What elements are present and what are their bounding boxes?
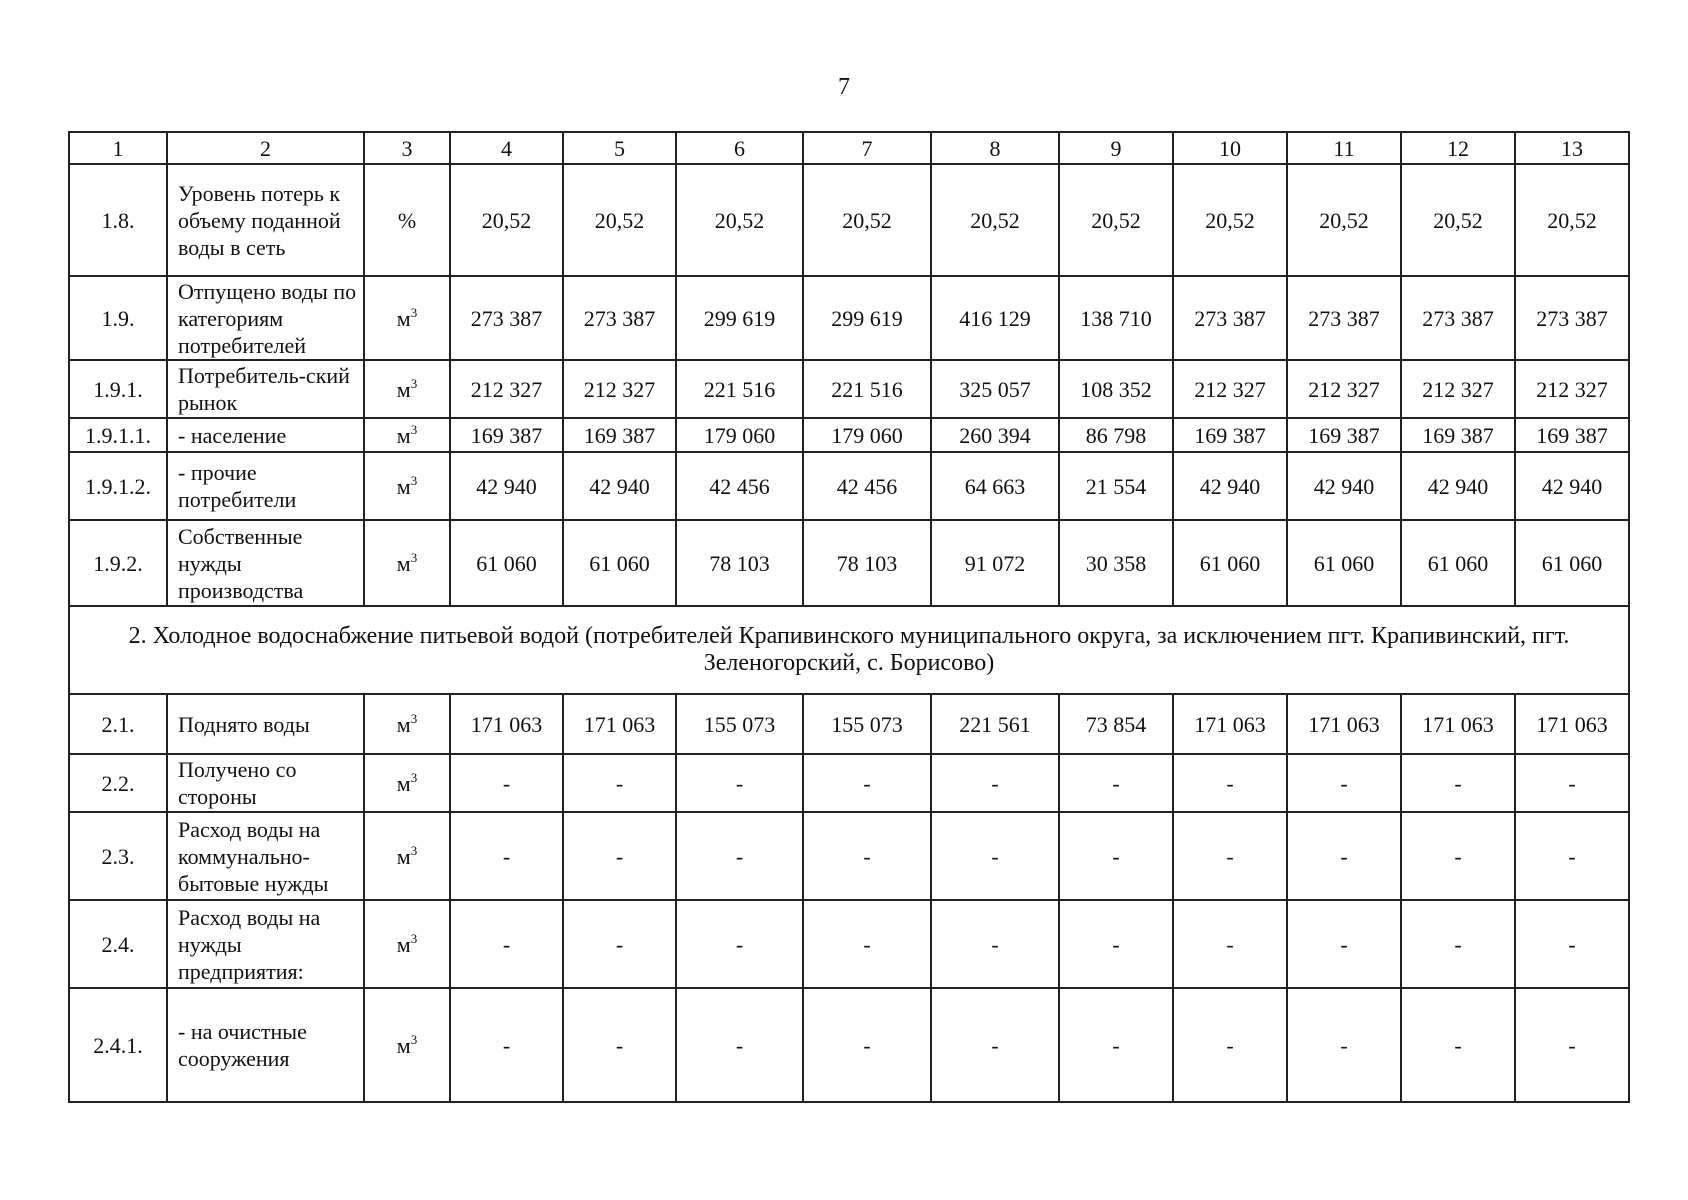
unit-text: м: [396, 1032, 411, 1058]
unit-text: м: [396, 843, 411, 869]
value-cell: 20,52: [1401, 164, 1515, 276]
value-cell: -: [563, 754, 676, 812]
value-cell: 260 394: [931, 418, 1059, 452]
value-cell: -: [1059, 754, 1173, 812]
column-number: 6: [676, 132, 803, 164]
value-cell: 212 327: [450, 360, 563, 418]
value-cell: -: [450, 900, 563, 988]
column-number: 5: [563, 132, 676, 164]
value-cell: 171 063: [563, 694, 676, 754]
value-cell: 42 456: [676, 452, 803, 520]
value-cell: 42 940: [1401, 452, 1515, 520]
column-number: 4: [450, 132, 563, 164]
value-cell: -: [676, 988, 803, 1102]
section-title-row: [69, 606, 1629, 694]
value-cell: 221 516: [803, 360, 931, 418]
value-cell: 169 387: [1173, 418, 1287, 452]
value-cell: -: [1515, 812, 1629, 900]
value-cell: 169 387: [450, 418, 563, 452]
row-code: 2.1.: [69, 694, 167, 754]
unit-superscript: 3: [410, 842, 418, 858]
value-cell: 21 554: [1059, 452, 1173, 520]
value-cell: -: [676, 812, 803, 900]
value-cell: -: [1173, 988, 1287, 1102]
value-cell: -: [803, 812, 931, 900]
value-cell: 171 063: [450, 694, 563, 754]
value-cell: -: [1515, 900, 1629, 988]
row-unit: [364, 164, 450, 276]
value-cell: -: [1173, 812, 1287, 900]
value-cell: 221 516: [676, 360, 803, 418]
column-number: 7: [803, 132, 931, 164]
table-row: [69, 360, 1629, 418]
row-code: 2.4.: [69, 900, 167, 988]
column-number: 2: [167, 132, 364, 164]
value-cell: -: [563, 988, 676, 1102]
value-cell: 42 940: [1515, 452, 1629, 520]
unit-text: м: [396, 711, 411, 737]
row-code: 2.3.: [69, 812, 167, 900]
unit-text: м: [396, 422, 411, 448]
value-cell: -: [931, 812, 1059, 900]
unit-superscript: 3: [410, 1031, 418, 1047]
row-code: 2.2.: [69, 754, 167, 812]
unit-text: м: [396, 770, 411, 796]
value-cell: 155 073: [803, 694, 931, 754]
row-parameter: - прочие потребители: [167, 452, 364, 520]
value-cell: -: [1287, 900, 1401, 988]
row-parameter: Поднято воды: [167, 694, 364, 754]
value-cell: -: [563, 812, 676, 900]
value-cell: 42 940: [1287, 452, 1401, 520]
value-cell: -: [450, 754, 563, 812]
value-cell: -: [1515, 754, 1629, 812]
unit-superscript: 3: [410, 421, 418, 437]
value-cell: -: [1515, 988, 1629, 1102]
table-row: [69, 276, 1629, 360]
column-number: 1: [69, 132, 167, 164]
value-cell: 169 387: [1401, 418, 1515, 452]
column-number-row: [69, 132, 1629, 164]
value-cell: 20,52: [676, 164, 803, 276]
value-cell: 64 663: [931, 452, 1059, 520]
value-cell: 20,52: [1287, 164, 1401, 276]
value-cell: -: [1287, 754, 1401, 812]
value-cell: 221 561: [931, 694, 1059, 754]
row-unit: [364, 360, 450, 418]
value-cell: 20,52: [1515, 164, 1629, 276]
unit-text: м: [396, 473, 411, 499]
value-cell: 61 060: [1287, 520, 1401, 606]
row-unit: [364, 452, 450, 520]
section-title: 2. Холодное водоснабжение питьевой водой (потребителей Крапивинского муниципального округа, за исключением пгт. Крапивинский, пгт. Зеленогорский, с. Борисово): [69, 606, 1629, 694]
value-cell: 42 940: [563, 452, 676, 520]
value-cell: 212 327: [1515, 360, 1629, 418]
value-cell: -: [1287, 812, 1401, 900]
value-cell: 86 798: [1059, 418, 1173, 452]
row-unit: [364, 520, 450, 606]
unit-text: %: [397, 207, 417, 233]
value-cell: 20,52: [1173, 164, 1287, 276]
value-cell: -: [931, 754, 1059, 812]
value-cell: 78 103: [676, 520, 803, 606]
value-cell: 416 129: [931, 276, 1059, 360]
table-row: [69, 988, 1629, 1102]
row-parameter: Отпущено воды по категориям потребителей: [167, 276, 364, 360]
table-row: [69, 418, 1629, 452]
table-section-2: [69, 694, 1629, 1102]
value-cell: 325 057: [931, 360, 1059, 418]
value-cell: -: [1173, 900, 1287, 988]
column-number: 3: [364, 132, 450, 164]
value-cell: 61 060: [450, 520, 563, 606]
table-row: [69, 694, 1629, 754]
row-parameter: - население: [167, 418, 364, 452]
value-cell: 20,52: [1059, 164, 1173, 276]
water-balance-table: [68, 131, 1630, 1103]
value-cell: 155 073: [676, 694, 803, 754]
row-unit: [364, 988, 450, 1102]
row-parameter: Расход воды на нужды предприятия:: [167, 900, 364, 988]
column-number: 12: [1401, 132, 1515, 164]
value-cell: 273 387: [1515, 276, 1629, 360]
unit-superscript: 3: [410, 549, 418, 565]
value-cell: 61 060: [1515, 520, 1629, 606]
value-cell: -: [931, 900, 1059, 988]
value-cell: 42 940: [450, 452, 563, 520]
column-number: 10: [1173, 132, 1287, 164]
value-cell: -: [1287, 988, 1401, 1102]
value-cell: 299 619: [803, 276, 931, 360]
table-section-1: [69, 164, 1629, 606]
column-number: 11: [1287, 132, 1401, 164]
row-parameter: Получено со стороны: [167, 754, 364, 812]
page-number: 7: [838, 74, 850, 100]
row-unit: [364, 754, 450, 812]
column-number: 8: [931, 132, 1059, 164]
value-cell: 42 940: [1173, 452, 1287, 520]
row-parameter: Собственные нужды производства: [167, 520, 364, 606]
value-cell: 20,52: [563, 164, 676, 276]
value-cell: -: [676, 900, 803, 988]
value-cell: 273 387: [1287, 276, 1401, 360]
value-cell: 30 358: [1059, 520, 1173, 606]
row-code: 2.4.1.: [69, 988, 167, 1102]
value-cell: -: [1401, 754, 1515, 812]
table-row: [69, 900, 1629, 988]
column-number: 9: [1059, 132, 1173, 164]
value-cell: 273 387: [450, 276, 563, 360]
row-unit: [364, 900, 450, 988]
row-unit: [364, 694, 450, 754]
row-code: 1.8.: [69, 164, 167, 276]
value-cell: 299 619: [676, 276, 803, 360]
row-code: 1.9.1.: [69, 360, 167, 418]
value-cell: -: [1401, 900, 1515, 988]
value-cell: 91 072: [931, 520, 1059, 606]
value-cell: -: [1401, 812, 1515, 900]
table-row: [69, 754, 1629, 812]
value-cell: 171 063: [1515, 694, 1629, 754]
value-cell: 179 060: [676, 418, 803, 452]
unit-superscript: 3: [410, 304, 418, 320]
unit-superscript: 3: [410, 710, 418, 726]
value-cell: -: [931, 988, 1059, 1102]
row-code: 1.9.1.1.: [69, 418, 167, 452]
value-cell: 20,52: [450, 164, 563, 276]
row-code: 1.9.2.: [69, 520, 167, 606]
row-code: 1.9.: [69, 276, 167, 360]
row-unit: [364, 812, 450, 900]
value-cell: 169 387: [1287, 418, 1401, 452]
unit-text: м: [396, 305, 411, 331]
column-number: 13: [1515, 132, 1629, 164]
row-parameter: - на очистные сооружения: [167, 988, 364, 1102]
value-cell: -: [450, 812, 563, 900]
unit-superscript: 3: [410, 375, 418, 391]
value-cell: 169 387: [563, 418, 676, 452]
value-cell: 171 063: [1401, 694, 1515, 754]
table-row: [69, 812, 1629, 900]
value-cell: -: [676, 754, 803, 812]
value-cell: 171 063: [1287, 694, 1401, 754]
value-cell: 138 710: [1059, 276, 1173, 360]
unit-superscript: 3: [410, 930, 418, 946]
value-cell: 273 387: [1173, 276, 1287, 360]
value-cell: 20,52: [931, 164, 1059, 276]
value-cell: 212 327: [1401, 360, 1515, 418]
value-cell: 171 063: [1173, 694, 1287, 754]
value-cell: -: [1059, 988, 1173, 1102]
row-parameter: Уровень потерь к объему поданной воды в сеть: [167, 164, 364, 276]
value-cell: -: [803, 988, 931, 1102]
unit-superscript: 3: [410, 769, 418, 785]
value-cell: -: [563, 900, 676, 988]
row-unit: [364, 418, 450, 452]
value-cell: 212 327: [1287, 360, 1401, 418]
unit-text: м: [396, 931, 411, 957]
value-cell: 108 352: [1059, 360, 1173, 418]
unit-text: м: [396, 550, 411, 576]
table-row: [69, 520, 1629, 606]
row-unit: [364, 276, 450, 360]
value-cell: 61 060: [563, 520, 676, 606]
unit-superscript: 3: [410, 472, 418, 488]
value-cell: 61 060: [1173, 520, 1287, 606]
value-cell: 273 387: [1401, 276, 1515, 360]
value-cell: 61 060: [1401, 520, 1515, 606]
value-cell: 20,52: [803, 164, 931, 276]
table-row: [69, 452, 1629, 520]
value-cell: 42 456: [803, 452, 931, 520]
row-parameter: Потребитель-ский рынок: [167, 360, 364, 418]
value-cell: -: [1059, 812, 1173, 900]
row-parameter: Расход воды на коммунально-бытовые нужды: [167, 812, 364, 900]
value-cell: 273 387: [563, 276, 676, 360]
value-cell: 169 387: [1515, 418, 1629, 452]
value-cell: 78 103: [803, 520, 931, 606]
row-code: 1.9.1.2.: [69, 452, 167, 520]
value-cell: 179 060: [803, 418, 931, 452]
value-cell: -: [803, 754, 931, 812]
value-cell: 212 327: [1173, 360, 1287, 418]
unit-text: м: [396, 376, 411, 402]
value-cell: -: [803, 900, 931, 988]
value-cell: -: [1059, 900, 1173, 988]
value-cell: 212 327: [563, 360, 676, 418]
value-cell: 73 854: [1059, 694, 1173, 754]
value-cell: -: [450, 988, 563, 1102]
table-row: [69, 164, 1629, 276]
value-cell: -: [1173, 754, 1287, 812]
value-cell: -: [1401, 988, 1515, 1102]
